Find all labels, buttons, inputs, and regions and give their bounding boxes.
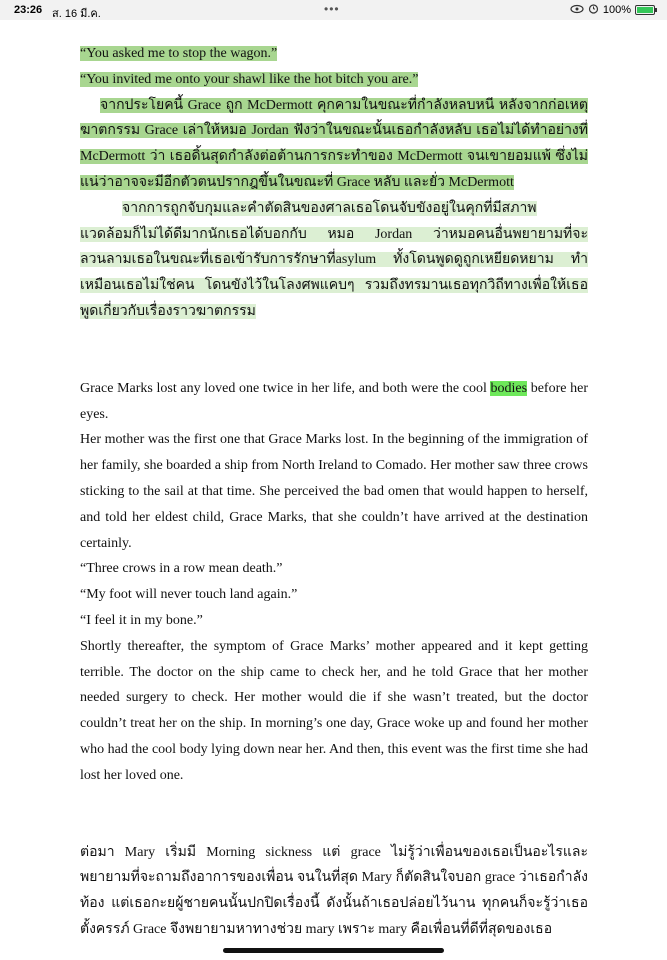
quote-line: “Three crows in a row mean death.”	[80, 561, 283, 577]
highlighted-word[interactable]: bodies	[490, 380, 528, 396]
battery-percent: 100%	[602, 4, 631, 16]
status-time: 23:26	[14, 4, 43, 16]
battery-icon	[635, 5, 655, 15]
highlighted-quote: “You asked me to stop the wagon.”	[80, 46, 278, 61]
status-bar	[0, 0, 667, 20]
quote-line: “My foot will never touch land again.”	[80, 587, 298, 603]
home-indicator[interactable]	[223, 948, 444, 953]
alarm-icon	[588, 3, 599, 17]
doc-line-1	[80, 41, 588, 67]
highlighted-text: จากการถูกจับกุมและคำตัดสินของศาลเธอโดนจับขังอยู่ในคุกที่มีสภาพแวดล้อมก็ไม่ได้ดีมากนักเธอได้บอกกับ หมอ Jordan ว่าหมอคนอื่นพยายามที่จะลวนลามเธอในขณะที่เธอเข้ารับการรักษาที่asylum ทั้งโดนพูดดูถูกเหยียดหยาม ทำเหมือนเธอไม่ใช่คน โดนขังไว้ในโลงศพแคบๆ รวมถึงทรมานเธอทุกวิถีทางเพื่อให้เธอพูดเกี่ยวกับเรื่องราวฆาตกรรม	[80, 200, 588, 319]
thai-paragraph-3: ต่อมา Mary เริ่มมี Morning sickness แต่ grace ไม่รู้ว่าเพื่อนของเธอเป็นอะไรและพยายามที่จะถามถึงอาการของเพื่อน จนในที่สุด Mary ก็ตัดสินใจบอก grace ว่าเธอกำลังท้อง แต่เธอกะยผู้ชายคนนั้นปกปิดเรื่องนี้ ดังนั้นถ้าเธอปล่อยไว้นาน ทุกคนก็จะรู้ว่าเธอตั้งครรภ์ Grace จึงพยายามหาทางช่วย mary เพราะ mary คือเพื่อนที่ดีที่สุดของเธอ	[80, 844, 588, 937]
status-icons	[570, 3, 655, 17]
link-icon	[570, 4, 584, 17]
english-paragraph-2: Her mother was the first one that Grace Marks lost. In the beginning of the immigration of her family, she boarded a ship from North Ireland to Comado. Her mother saw three crows sticking to the sail at that time. She perceived the bad omen that would happen to herself, and told her eldest child, Grace Marks, that she couldn’t have arrived at the destination certainly.	[80, 432, 588, 551]
document-body	[80, 41, 588, 943]
highlighted-quote: “You invited me onto your shawl like the hot bitch you are.”	[80, 71, 419, 87]
english-paragraph-3: Shortly thereafter, the symptom of Grace Marks’ mother appeared and it kept getting terrible. The doctor on the ship came to check her, and he told Grace that her mother needed surgery to check. Her mother would die if she wasn’t treated, but the doctor couldn’t treat her on the ship. In morning’s one day, Grace woke up and found her mother who had the cool body lying down near her. And then, this event was the first time she had lost her loved one.	[80, 638, 588, 783]
english-paragraph-1: Grace Marks lost any loved one twice in her life, and both were the cool bodies before her eyes.	[80, 380, 588, 422]
status-date: ส. 16 มี.ค.	[52, 8, 101, 20]
quote-line: “I feel it in my bone.”	[80, 612, 203, 628]
thai-paragraph-2	[80, 196, 588, 325]
highlighted-text: จากประโยคนี้ Grace ถูก McDermott คุกคามในขณะที่กำลังหลบหนี หลังจากก่อเหตุฆาตกรรม Grace เล่าให้หมอ Jordan ฟังว่าในขณะนั้นเธอกำลังหลับ เธอไม่ได้ทำอย่างที่ McDermott ว่า เธอดิ้นสุดกำลังต่อต้านการกระทำของ McDermott จนเขายอมแพ้ ซึ่งไม่แน่ว่าอาจจะมีอีกตัวตนปรากฎขึ้นในขณะที่ Grace หลับ และยั่ว McDermott	[80, 97, 588, 190]
thai-paragraph-1	[80, 93, 588, 196]
doc-line-2	[80, 67, 588, 93]
multitasking-dots[interactable]: •••	[324, 2, 340, 16]
